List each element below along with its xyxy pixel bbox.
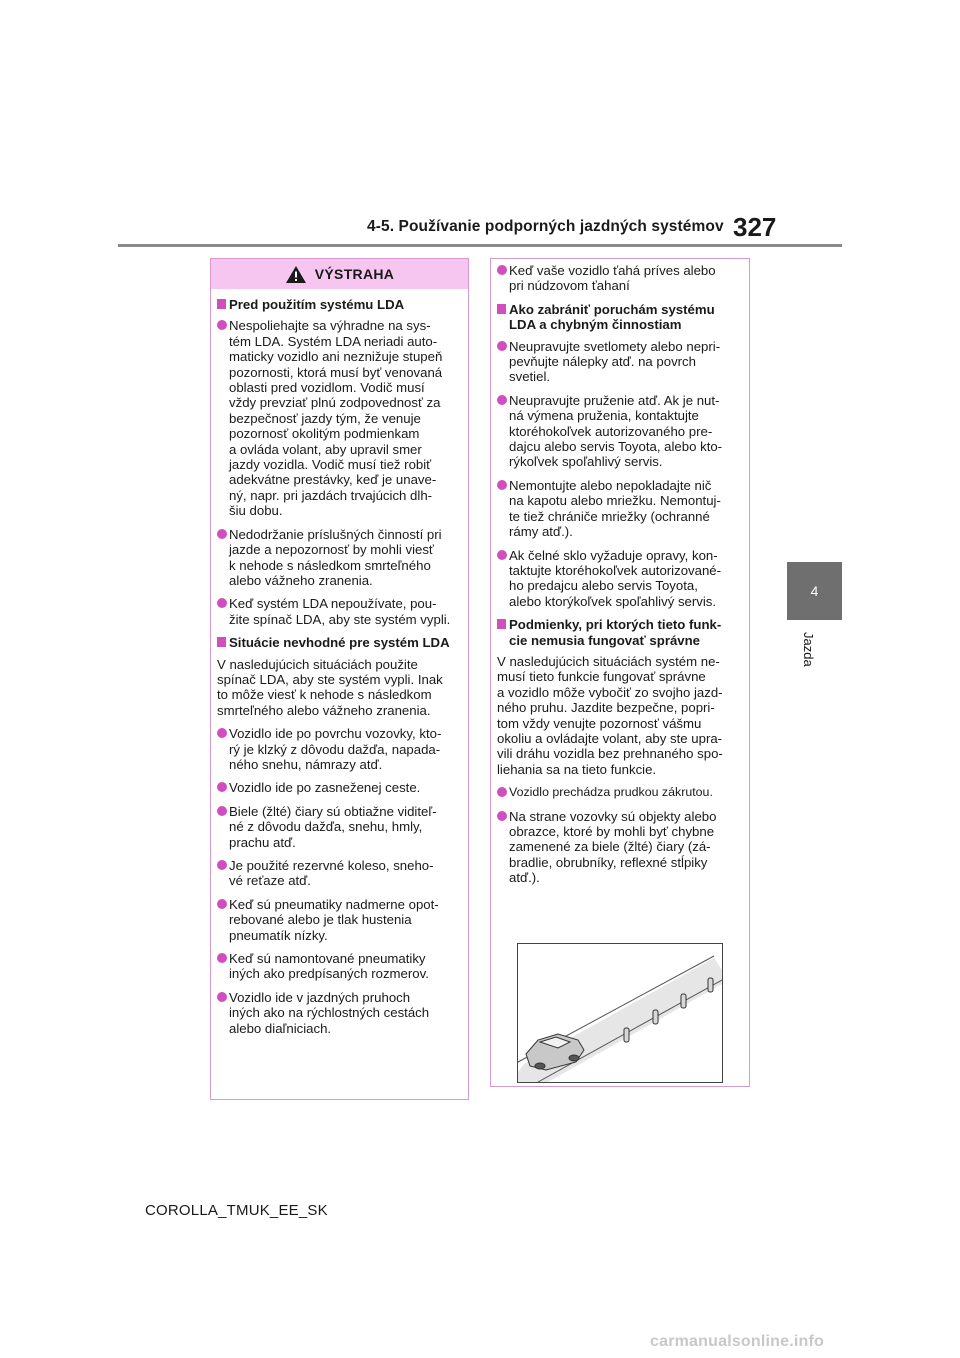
bullet-item: Vozidlo ide po povrchu vozovky, kto- rý je klzký z dôvodu dažďa, napada- ného snehu, námrazy atď. (217, 726, 462, 772)
bullet-item: Vozidlo ide v jazdných pruhoch iných ako na rýchlostných cestách alebo diaľniciach. (217, 990, 462, 1036)
car-road-poles-illustration (518, 944, 722, 1082)
bullet-item: Keď sú pneumatiky nadmerne opot- rebované alebo je tlak hustenia pneumatík nízky. (217, 897, 462, 943)
warning-header (211, 259, 468, 289)
bullet-item: Keď systém LDA nepoužívate, pou- žite spínač LDA, aby ste systém vypli. (217, 596, 462, 627)
page-number: 327 (733, 212, 777, 242)
section-heading: Podmienky, pri ktorých tieto funk- cie nemusia fungovať správne (497, 617, 743, 648)
header-rule (118, 244, 842, 247)
chapter-label: Jazda (801, 632, 816, 667)
paragraph: V nasledujúcich situáciách použite spínač LDA, aby ste systém vypli. Inak to môže viesť k nehode s následkom smrteľného alebo vážneho zranenia. (217, 656, 443, 718)
bullet-item: Keď sú namontované pneumatiky iných ako predpísaných rozmerov. (217, 951, 462, 982)
warning-box-left (210, 258, 469, 1100)
bullet-item: Vozidlo prechádza prudkou zákrutou. (497, 785, 743, 800)
warning-content-right (491, 259, 749, 886)
chapter-tab (787, 562, 842, 620)
section-heading: Pred použitím systému LDA (217, 297, 462, 312)
bullet-item: Biele (žlté) čiary sú obtiažne viditeľ- né z dôvodu dažďa, snehu, hmly, prachu atď. (217, 804, 462, 850)
warning-title: VÝSTRAHA (314, 266, 395, 282)
chapter-number: 4 (810, 583, 819, 599)
bullet-item: Nedodržanie príslušných činností pri jazde a nepozornosť by mohli viesť k nehode s následkom smrteľného alebo vážneho zranenia. (217, 527, 462, 589)
bullet-item: Nespoliehajte sa výhradne na sys- tém LDA. Systém LDA neriadi auto- maticky vozidlo ani neznižuje stupeň pozornosti, ktorá musí byť venovaná oblasti pred vozidlom. Vodič musí vždy prevziať plnú zodpovednosť za bezpečnosť jazdy tým, že venuje pozornosť okolitým podmienkam a ovláda volant, aby upravil smer jazdy vozidla. Vodič musí tiež robiť adekvátne prestávky, keď je unave- ný, napr. pri jazdách trvajúcich dlh- šiu dobu. (217, 318, 462, 518)
section-title: 4-5. Používanie podporných jazdných systémov (367, 218, 724, 235)
bullet-item: Nemontujte alebo nepokladajte nič na kapotu alebo mriežku. Nemontuj- te tiež chrániče mriežky (ochranné rámy atď.). (497, 478, 743, 540)
paragraph: V nasledujúcich situáciách systém ne- musí tieto funkcie fungovať správne a vozidlo môže vybočiť zo svojho jazd- ného pruhu. Jazdite bezpečne, popri- tom vždy venujte pozornosť vášmu okoliu a ovládajte volant, aby ste upra- vili dráhu vozidla bez prehnaného spo- liehania sa na tieto funkcie. (497, 653, 723, 777)
warning-content-left (211, 289, 468, 1036)
bullet-item: Neupravujte svetlomety alebo nepri- pevňujte nálepky atď. na povrch svetiel. (497, 339, 743, 385)
warning-triangle-icon (285, 265, 307, 284)
bullet-item: Ak čelné sklo vyžaduje opravy, kon- taktujte ktoréhokoľvek autorizované- ho predajcu alebo servis Toyota, alebo ktorýkoľvek spoľahlivý servis. (497, 548, 743, 610)
bullet-item: Keď vaše vozidlo ťahá príves alebo pri núdzovom ťahaní (497, 263, 743, 294)
document-code: COROLLA_TMUK_EE_SK (145, 1202, 328, 1219)
warning-box-right (490, 258, 750, 1087)
road-illustration (517, 943, 723, 1083)
section-heading: Situácie nevhodné pre systém LDA (217, 635, 462, 650)
bullet-item: Neupravujte pruženie atď. Ak je nut- ná výmena pruženia, kontaktujte ktoréhokoľvek autorizovaného pre- dajcu alebo servis Toyota, alebo kto- rýkoľvek spoľahlivý servis. (497, 393, 743, 470)
section-heading: Ako zabrániť poruchám systému LDA a chybným činnostiam (497, 302, 743, 333)
bullet-item: Je použité rezervné koleso, sneho- vé reťaze atď. (217, 858, 462, 889)
watermark: carmanualsonline.info (650, 1333, 825, 1350)
bullet-item: Na strane vozovky sú objekty alebo obrazce, ktoré by mohli byť chybne zamenené za biele (žlté) čiary (zá- bradlie, obrubníky, reflexné stĺpiky atď.). (497, 809, 743, 886)
bullet-item: Vozidlo ide po zasneženej ceste. (217, 780, 462, 795)
